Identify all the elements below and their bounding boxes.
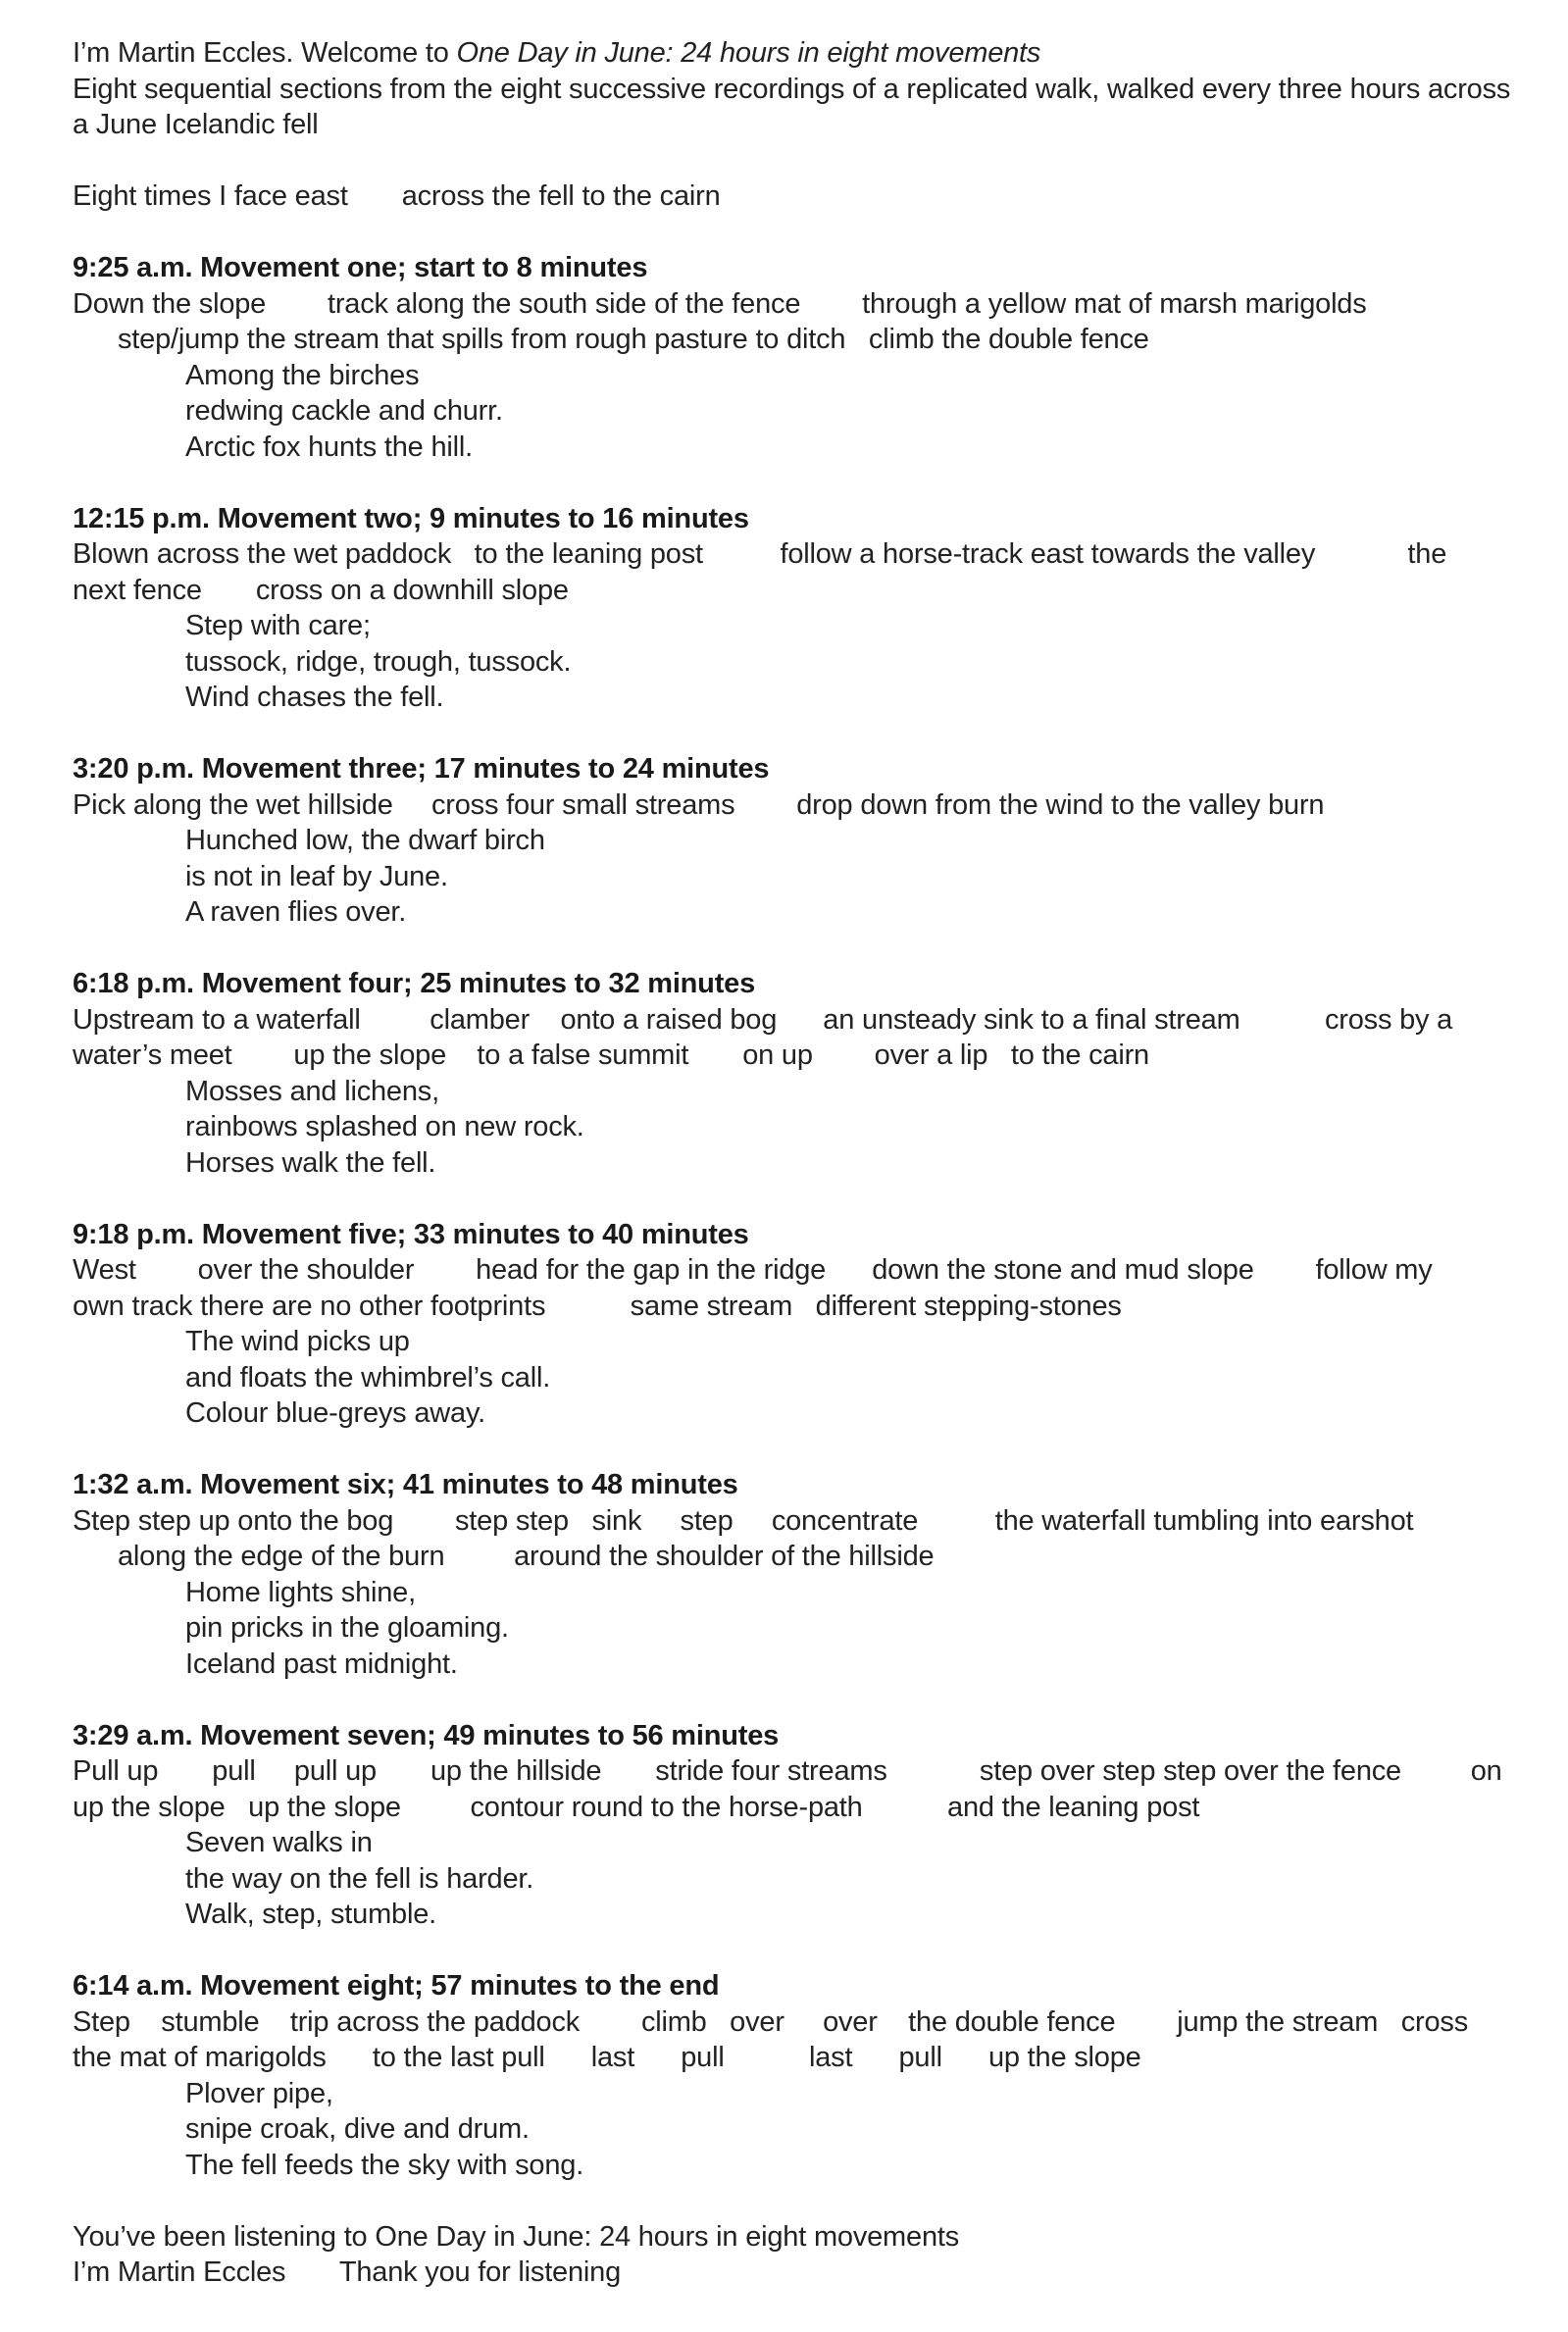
- walk-line: next fence cross on a downhill slope: [73, 574, 569, 606]
- movement-section: [73, 1467, 1514, 1682]
- spacer: [73, 1181, 1514, 1217]
- walk-line: Upstream to a waterfall clamber onto a raised bog an unsteady sink to a final stream cross by a: [73, 1003, 1453, 1036]
- poem-line: Walk, step, stumble.: [185, 1899, 437, 1930]
- intro-greeting: [73, 35, 1514, 72]
- poem-line: rainbows splashed on new rock.: [185, 1111, 584, 1142]
- movement-heading: 1:32 a.m. Movement six; 41 minutes to 48 minutes: [73, 1469, 738, 1500]
- greeting-prefix: I’m Martin Eccles. Welcome to: [73, 37, 457, 69]
- poem-line: Colour blue-greys away.: [185, 1397, 485, 1429]
- poem-line: Wind chases the fell.: [185, 682, 444, 713]
- walk-line: own track there are no other footprints same stream different stepping-stones: [73, 1290, 1122, 1322]
- movement-section: [73, 250, 1514, 465]
- poem-line: the way on the fell is harder.: [185, 1862, 534, 1895]
- walk-line: Pick along the wet hillside cross four small streams drop down from the wind to the valley burn: [73, 788, 1325, 821]
- walk-line: step/jump the stream that spills from rough pasture to ditch climb the double fence: [118, 324, 1149, 355]
- greeting-title: One Day in June: 24 hours in eight movements: [456, 37, 1041, 69]
- movement-heading: 3:20 p.m. Movement three; 17 minutes to 24 minutes: [73, 753, 770, 785]
- spacer: [73, 1682, 1514, 1718]
- poem-line: Step with care;: [185, 610, 371, 641]
- poem-line: The fell feeds the sky with song.: [185, 2149, 584, 2181]
- walk-line: Down the slope track along the south side of the fence through a yellow mat of marsh marigolds: [73, 287, 1367, 320]
- movement-heading: 6:14 a.m. Movement eight; 57 minutes to the end: [73, 1970, 720, 2002]
- poem-line: Plover pipe,: [185, 2077, 333, 2109]
- movement-heading: 3:29 a.m. Movement seven; 49 minutes to 56 minutes: [73, 1719, 780, 1751]
- outro-thanks: I’m Martin Eccles Thank you for listening: [73, 2256, 622, 2288]
- walk-line: water’s meet up the slope to a false summit on up over a lip to the cairn: [73, 1039, 1149, 1071]
- movement-section: [73, 966, 1514, 1181]
- walk-line: along the edge of the burn around the shoulder of the hillside: [118, 1541, 935, 1572]
- movement-section: [73, 751, 1514, 931]
- poem-line: redwing cackle and churr.: [185, 395, 503, 427]
- movement-section: [73, 1217, 1514, 1432]
- poem-line: pin pricks in the gloaming.: [185, 1612, 509, 1644]
- poem-line: A raven flies over.: [185, 896, 407, 928]
- spacer: [73, 1432, 1514, 1468]
- poem-line: Mosses and lichens,: [185, 1075, 439, 1107]
- spacer: [73, 143, 1514, 179]
- walk-line: up the slope up the slope contour round to the horse-path and the leaning post: [73, 1791, 1200, 1823]
- spacer: [73, 215, 1514, 251]
- walk-line: Step step up onto the bog step step sink step concentrate the waterfall tumbling into earshot: [73, 1504, 1414, 1537]
- walk-line: Step stumble trip across the paddock climb over over the double fence jump the stream cross: [73, 2005, 1469, 2038]
- poem-line: Hunched low, the dwarf birch: [185, 825, 545, 856]
- poem-line: snipe croak, dive and drum.: [185, 2113, 530, 2145]
- intro-face-east: Eight times I face east across the fell to the cairn: [73, 180, 721, 212]
- poem-line: Among the birches: [185, 359, 420, 391]
- spacer: [73, 1933, 1514, 1969]
- poem-line: Home lights shine,: [185, 1576, 416, 1608]
- movement-section: [73, 1718, 1514, 1933]
- poem-line: The wind picks up: [185, 1326, 410, 1357]
- movement-heading: 9:25 a.m. Movement one; start to 8 minutes: [73, 252, 648, 283]
- spacer: [73, 465, 1514, 501]
- poem-line: Arctic fox hunts the hill.: [185, 431, 473, 463]
- movement-section: [73, 1968, 1514, 2183]
- poem-line: Horses walk the fell.: [185, 1146, 436, 1179]
- movement-heading: 6:18 p.m. Movement four; 25 minutes to 32 minutes: [73, 968, 756, 999]
- walk-line: Pull up pull pull up up the hillside stride four streams step over step step over the fence on: [73, 1755, 1502, 1787]
- poem-line: tussock, ridge, trough, tussock.: [185, 645, 572, 678]
- poem-line: is not in leaf by June.: [185, 860, 448, 892]
- movement-heading: 12:15 p.m. Movement two; 9 minutes to 16 minutes: [73, 502, 749, 534]
- walk-line: West over the shoulder head for the gap in the ridge down the stone and mud slope follow my: [73, 1254, 1433, 1286]
- walk-line: Blown across the wet paddock to the leaning post follow a horse-track east towards the valley the: [73, 538, 1447, 570]
- walk-line: the mat of marigolds to the last pull last pull last pull up the slope: [73, 2042, 1141, 2073]
- movement-heading: 9:18 p.m. Movement five; 33 minutes to 40 minutes: [73, 1218, 749, 1250]
- spacer: [73, 2183, 1514, 2219]
- spacer: [73, 716, 1514, 752]
- outro-listening: You’ve been listening to One Day in June: 24 hours in eight movements: [73, 2220, 960, 2253]
- intro-description: Eight sequential sections from the eight successive recordings of a replicated walk, walked every three hours across a June Icelandic fell: [73, 73, 1519, 140]
- transcript-document: [73, 35, 1519, 2291]
- spacer: [73, 931, 1514, 967]
- poem-line: Iceland past midnight.: [185, 1648, 458, 1680]
- poem-line: and floats the whimbrel’s call.: [185, 1361, 551, 1394]
- poem-line: Seven walks in: [185, 1827, 373, 1858]
- movement-section: [73, 501, 1514, 716]
